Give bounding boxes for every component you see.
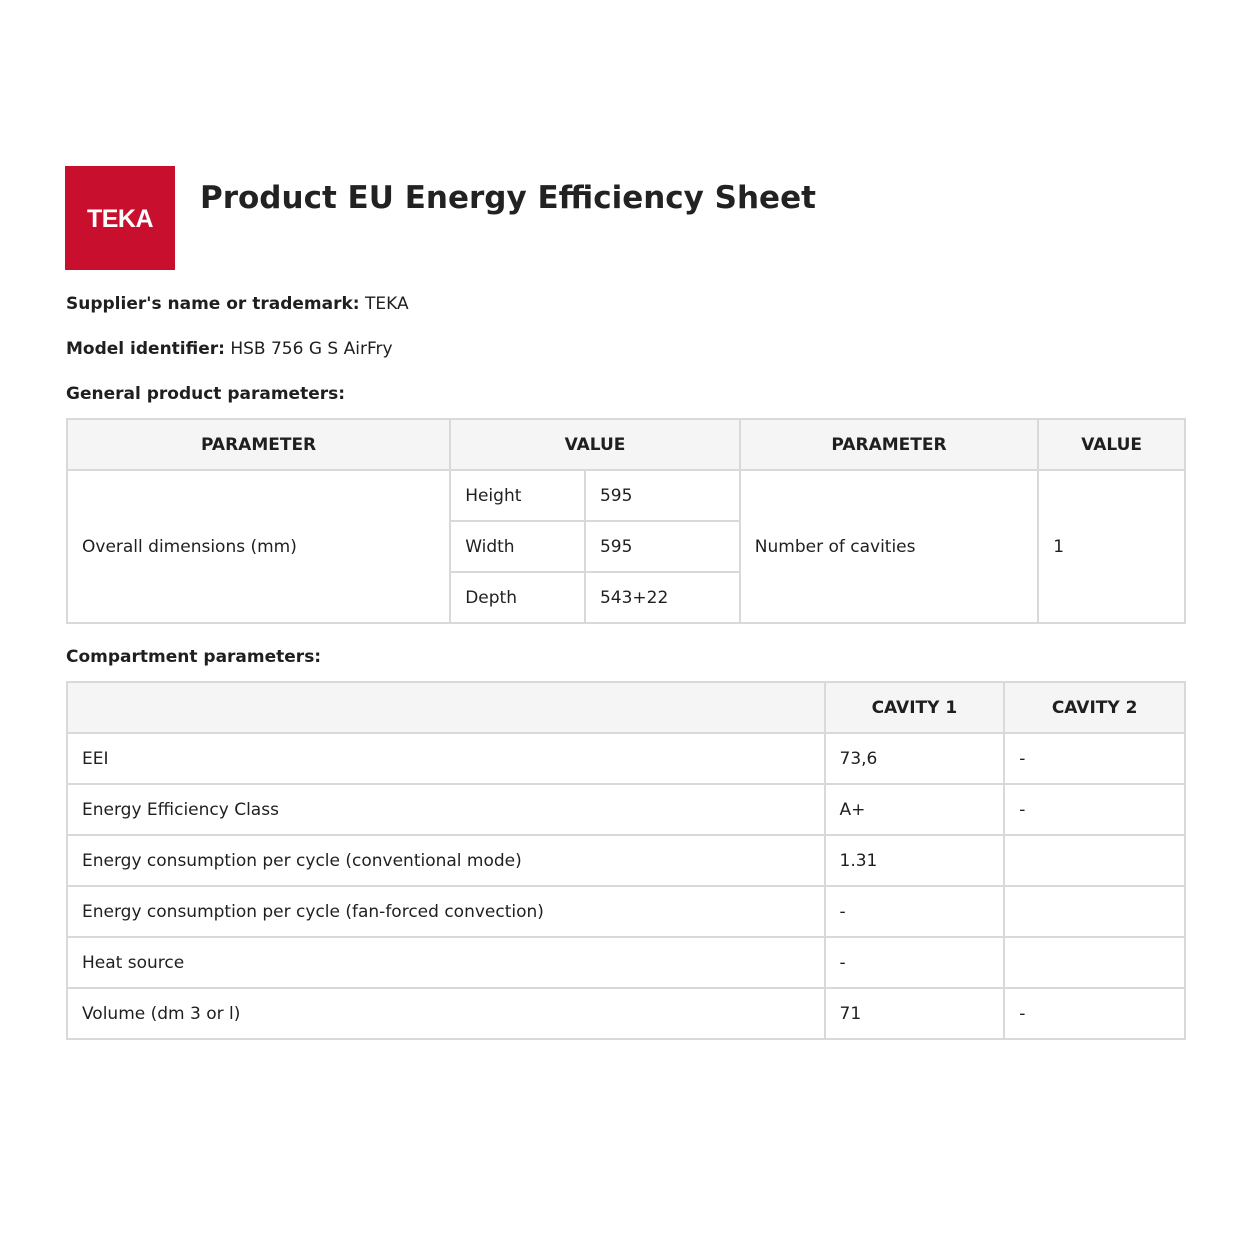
supplier-line (66, 294, 409, 314)
logo-text: TEKA (86, 204, 154, 233)
dimension-value: 595 (585, 470, 740, 521)
cavity-1-value: 71 (825, 988, 1005, 1039)
compartment-heading: Compartment parameters: (66, 647, 322, 667)
header-blank (67, 682, 825, 733)
dimension-name: Height (450, 470, 585, 521)
row-label: Energy consumption per cycle (conventional mode) (67, 835, 825, 886)
cavity-1-value: 1.31 (825, 835, 1005, 886)
model-line (66, 339, 393, 359)
header-value-2: VALUE (1038, 419, 1185, 470)
dimension-value: 543+22 (585, 572, 740, 623)
cavity-2-value (1004, 835, 1185, 886)
cavity-2-value: - (1004, 733, 1185, 784)
cavity-1-value: A+ (825, 784, 1005, 835)
general-heading: General product parameters: (66, 384, 346, 404)
cavities-label: Number of cavities (740, 470, 1038, 623)
row-label: Energy Efficiency Class (67, 784, 825, 835)
dimension-value: 595 (585, 521, 740, 572)
dimension-name: Depth (450, 572, 585, 623)
model-label: Model identifier: (66, 339, 225, 359)
cavity-2-value: - (1004, 784, 1185, 835)
compartment-parameters-table (66, 681, 1186, 1040)
supplier-value: TEKA (364, 294, 409, 314)
dimensions-label: Overall dimensions (mm) (67, 470, 450, 623)
header-value: VALUE (450, 419, 740, 470)
header-cavity-2: CAVITY 2 (1004, 682, 1185, 733)
page-title: Product EU Energy Efficiency Sheet (200, 180, 816, 216)
cavity-2-value: - (1004, 988, 1185, 1039)
table-row (67, 988, 1185, 1039)
row-label: Energy consumption per cycle (fan-forced convection) (67, 886, 825, 937)
row-label: Heat source (67, 937, 825, 988)
row-label: EEI (67, 733, 825, 784)
supplier-label: Supplier's name or trademark: (66, 294, 360, 314)
table-header-row (67, 419, 1185, 470)
header-parameter: PARAMETER (67, 419, 450, 470)
table-row (67, 886, 1185, 937)
table-row (67, 733, 1185, 784)
teka-logo (65, 166, 175, 270)
cavity-2-value (1004, 886, 1185, 937)
row-label: Volume (dm 3 or l) (67, 988, 825, 1039)
table-row (67, 937, 1185, 988)
cavities-value: 1 (1038, 470, 1185, 623)
general-parameters-table (66, 418, 1186, 624)
header-parameter-2: PARAMETER (740, 419, 1038, 470)
table-row (67, 784, 1185, 835)
cavity-1-value: - (825, 886, 1005, 937)
cavity-1-value: 73,6 (825, 733, 1005, 784)
table-row (67, 470, 1185, 521)
table-header-row (67, 682, 1185, 733)
table-row (67, 835, 1185, 886)
header-cavity-1: CAVITY 1 (825, 682, 1005, 733)
cavity-2-value (1004, 937, 1185, 988)
model-value: HSB 756 G S AirFry (230, 339, 393, 359)
cavity-1-value: - (825, 937, 1005, 988)
dimension-name: Width (450, 521, 585, 572)
